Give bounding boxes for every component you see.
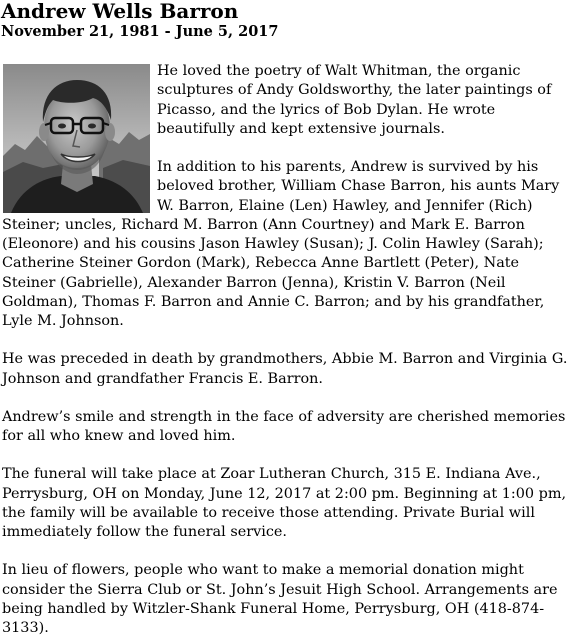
obituary-body [2,62,574,638]
paragraph-survivors: In addition to his parents, Andrew is survived by his beloved brother, William Chase Barron, his aunts Mary W. Barron, Elaine (Len) Hawley, and Jennifer (Rich) Steiner; uncles, Richard M. Barron (Ann Courtney) and Mark E. Barron (Eleonore) and his cousins Jason Hawley (Susan); J. Colin Hawley (Sarah); Catherine Steiner Gordon (Mark), Rebecca Anne Bartlett (Peter), Nate Steiner (Gabrielle), Alexander Barron (Jenna), Kristin V. Barron (Neil Goldman), Thomas F. Barron and Annie C. Barron; and by his grandfather, Lyle M. Johnson. [2,159,560,329]
paragraph-memories: Andrew’s smile and strength in the face of adversity are cherished memories for all who knew and loved him. [2,408,566,444]
paragraph-memorial: In lieu of flowers, people who want to make a memorial donation might consider the Sierra Club or St. John’s Jesuit High School. Arrangements are being handled by Witzler-Shank Funeral Home, Perrysburg, OH (418-874-3133). [2,562,558,636]
obituary-dates: November 21, 1981 - June 5, 2017 [1,23,279,40]
paragraph-funeral: The funeral will take place at Zoar Lutheran Church, 315 E. Indiana Ave., Perrysburg, OH on Monday, June 12, 2017 at 2:00 pm. Beginning at 1:00 pm, the family will be available to receive those attending. Private Burial will immediately follow the funeral service. [2,466,567,540]
paragraph-preceded: He was preceded in death by grandmothers, Abbie M. Barron and Virginia G. Johnson and grandfather Francis E. Barron. [2,351,568,387]
obituary-name: Andrew Wells Barron [1,0,239,23]
portrait-photo [3,64,150,213]
paragraph-interests: He loved the poetry of Walt Whitman, the organic sculptures of Andy Goldsworthy, the later paintings of Picasso, and the lyrics of Bob Dylan. He wrote beautifully and kept extensive journals. [157,63,552,137]
